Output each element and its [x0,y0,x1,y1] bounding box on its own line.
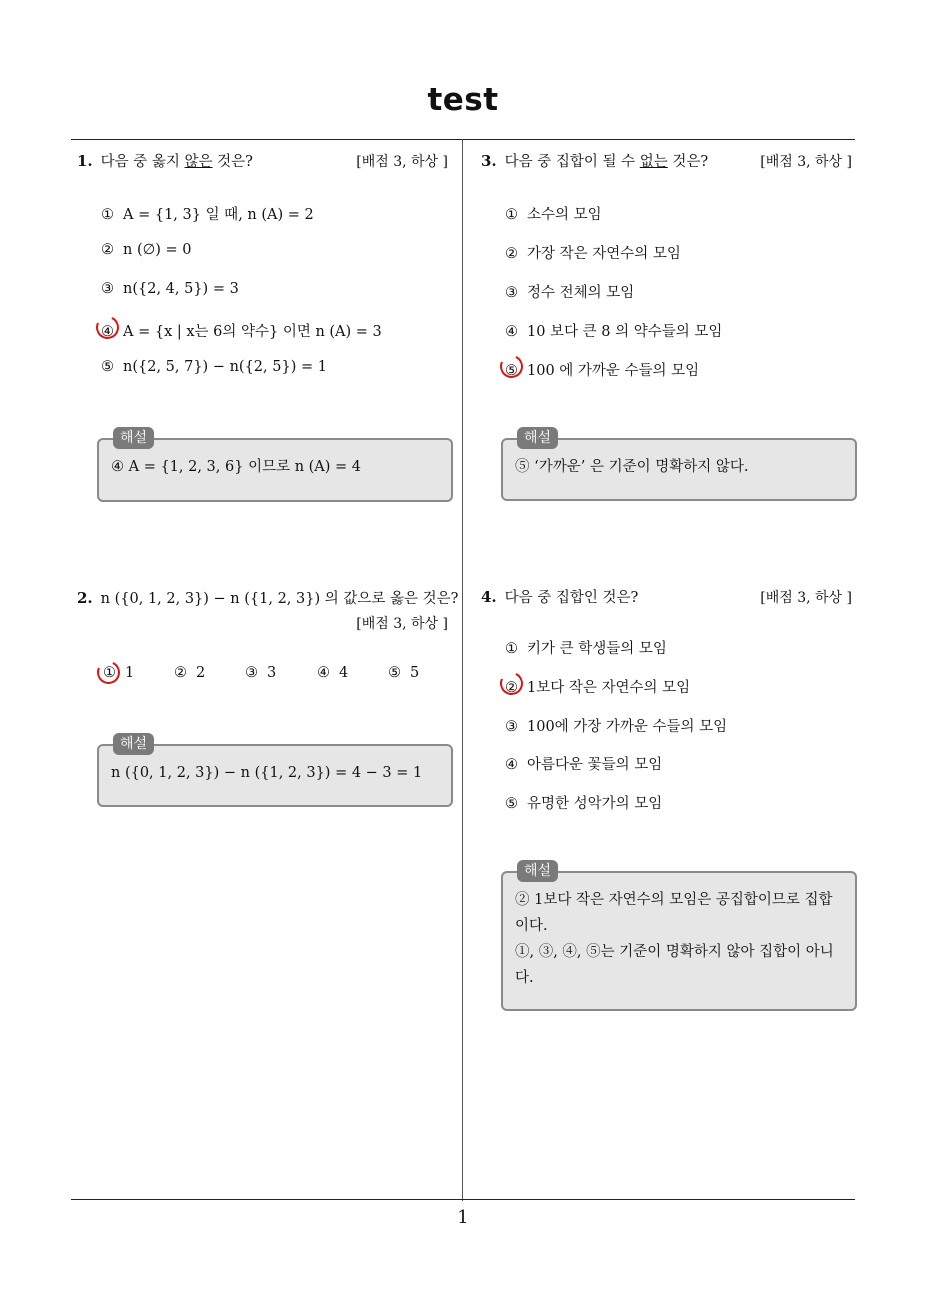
question-1-score: [배점 3, 하상 ] [356,154,448,170]
question-4-option-4[interactable] [505,753,662,774]
solution-tag: 해설 [113,733,154,755]
option-number: ⑤ [505,363,518,379]
option-number: ④ [505,324,518,340]
option-text: 100 에 가까운 수들의 모임 [527,363,700,379]
option-text: 소수의 모임 [527,207,602,223]
question-3-option-5[interactable] [505,359,699,380]
question-1-option-3[interactable] [101,281,239,297]
question-number: 3. [481,152,497,170]
option-text: 아름다운 꽃들의 모임 [527,757,663,773]
option-text: A = {x | x는 6의 약수} 이면 n (A) = 3 [123,324,382,340]
option-number: ③ [505,285,518,301]
option-text: 100에 가장 가까운 수들의 모임 [527,719,728,735]
question-text: n ({0, 1, 2, 3}) − n ({1, 2, 3}) 의 값으로 옳은 것은? [100,591,459,607]
question-text: 것은? [667,154,709,170]
option-text: 키가 큰 학생들의 모임 [527,641,667,657]
question-2-stem [77,587,458,608]
option-text: 유명한 성악가의 모임 [527,796,663,812]
question-3-option-3[interactable] [505,281,634,302]
question-text: 다음 중 집합인 것은? [504,590,639,606]
question-4-option-3[interactable] [505,715,727,736]
option-number: ① [101,207,114,223]
question-number: 4. [481,588,497,606]
option-number: ② [505,680,518,696]
solution-line: 다. [515,970,534,986]
question-2-score: [배점 3, 하상 ] [356,616,448,632]
top-divider [71,139,855,140]
question-emphasis: 없는 [639,154,668,170]
option-text: 5 [410,665,420,681]
question-number: 2. [77,589,93,607]
question-3-stem [481,150,708,171]
question-1-option-1[interactable] [101,203,314,224]
option-number: ① [505,207,518,223]
option-text: 3 [267,665,277,681]
option-text: 4 [339,665,349,681]
question-4-option-1[interactable] [505,637,667,658]
solution-tag: 해설 [113,427,154,449]
option-text: A = {1, 3} 일 때, n (A) = 2 [123,207,314,223]
option-number: ④ [317,665,330,681]
question-4-option-5[interactable] [505,792,662,813]
option-text: n({2, 4, 5}) = 3 [123,281,239,297]
option-text: 10 보다 큰 8 의 약수들의 모임 [527,324,723,340]
question-emphasis: 않은 [184,154,213,170]
option-number: ① [103,665,116,681]
question-1-option-4[interactable] [101,320,382,341]
option-number: ④ [101,324,114,340]
question-2-option-3[interactable] [245,665,276,681]
option-number: ⑤ [505,796,518,812]
question-3-option-4[interactable] [505,320,722,341]
question-3-score: [배점 3, 하상 ] [760,154,852,170]
solution-tag: 해설 [517,860,558,882]
question-3-option-2[interactable] [505,242,681,263]
option-number: ④ [505,757,518,773]
option-text: 2 [196,665,206,681]
question-2-option-5[interactable] [388,665,419,681]
question-2-option-2[interactable] [174,665,205,681]
option-text: n (∅) = 0 [123,242,192,258]
solution-tag: 해설 [517,427,558,449]
option-number: ② [174,665,187,681]
question-4-solution-box [501,871,857,1011]
solution-line: ② 1보다 작은 자연수의 모임은 공집합이므로 집합 [515,892,833,908]
page-number: 1 [457,1207,469,1228]
option-number: ⑤ [101,359,114,375]
solution-line: ①, ③, ④, ⑤는 기준이 명확하지 않아 집합이 아니 [515,944,834,960]
option-number: ② [101,242,114,258]
option-number: ⑤ [388,665,401,681]
question-1-stem [77,150,253,171]
solution-text: ④ A = {1, 2, 3, 6} 이므로 n (A) = 4 [111,459,362,475]
solution-text: n ({0, 1, 2, 3}) − n ({1, 2, 3}) = 4 − 3 = 1 [111,765,423,781]
question-text: 것은? [212,154,253,170]
option-text: 1보다 작은 자연수의 모임 [527,680,691,696]
question-1-option-5[interactable] [101,359,327,375]
question-4-score: [배점 3, 하상 ] [760,590,852,606]
question-4-stem [481,586,638,607]
bottom-divider [71,1199,855,1200]
question-1-option-2[interactable] [101,242,192,258]
page-title: test [427,82,499,118]
question-text: 다음 중 옳지 [100,154,185,170]
question-2-option-4[interactable] [317,665,348,681]
option-number: ① [505,641,518,657]
option-number: ③ [505,719,518,735]
option-number: ② [505,246,518,262]
column-divider [462,139,463,1201]
option-text: 정수 전체의 모임 [527,285,635,301]
option-text: 1 [125,665,135,681]
answer-mark-icon [94,658,123,687]
option-number: ③ [101,281,114,297]
question-number: 1. [77,152,93,170]
option-number: ③ [245,665,258,681]
solution-text: ⑤ ‘가까운’ 은 기준이 명확하지 않다. [515,459,749,475]
question-text: 다음 중 집합이 될 수 [504,154,640,170]
question-3-option-1[interactable] [505,203,602,224]
question-4-option-2[interactable] [505,676,690,697]
option-text: n({2, 5, 7}) − n({2, 5}) = 1 [123,359,327,375]
option-text: 가장 작은 자연수의 모임 [527,246,681,262]
solution-line: 이다. [515,918,548,934]
